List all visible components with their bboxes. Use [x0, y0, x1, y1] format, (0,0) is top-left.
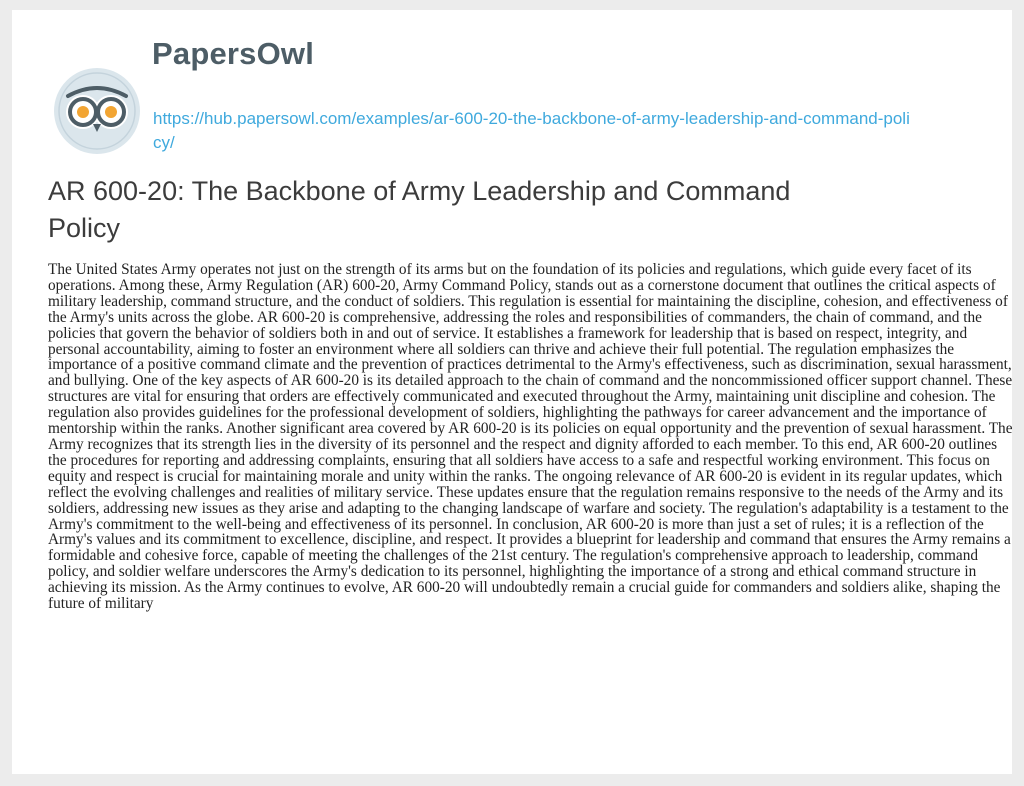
document-header	[12, 10, 1012, 170]
owl-logo-icon	[48, 66, 146, 156]
brand-name: PapersOwl	[152, 36, 315, 71]
article-body: The United States Army operates not just on the strength of its arms but on the foundation of its policies and regulations, which guide every facet of its operations. Among these, Army Regulation (AR) 600-20, Army Command Policy, stands out as a cornerstone document that outlines the critical aspects of military leadership, command structure, and the conduct of soldiers. This regulation is essential for maintaining the discipline, cohesion, and effectiveness of the Army's units across the globe. AR 600-20 is comprehensive, addressing the roles and responsibilities of commanders, the chain of command, and the policies that govern the behavior of soldiers both in and out of service. It establishes a framework for leadership that is based on respect, integrity, and personal accountability, aiming to foster an environment where all soldiers can thrive and achieve their full potential. The regulation emphasizes the importance of a positive command climate and the prevention of practices detrimental to the Army's effectiveness, such as discrimination, sexual harassment, and bullying. One of the key aspects of AR 600-20 is its detailed approach to the chain of command and the noncommissioned officer support channel. These structures are vital for ensuring that orders are effectively communicated and executed throughout the Army, maintaining unit discipline and cohesion. The regulation also provides guidelines for the professional development of soldiers, highlighting the pathways for career advancement and the importance of mentorship within the ranks. Another significant area covered by AR 600-20 is its policies on equal opportunity and the prevention of sexual harassment. The Army recognizes that its strength lies in the diversity of its personnel and the respect and dignity afforded to each member. To this end, AR 600-20 outlines the procedures for reporting and addressing complaints, ensuring that all soldiers have access to a safe and respectful working environment. This focus on equity and respect is crucial for maintaining morale and unity within the ranks. The ongoing relevance of AR 600-20 is evident in its regular updates, which reflect the evolving challenges and realities of military service. These updates ensure that the regulation remains responsive to the needs of the Army and its soldiers, addressing new issues as they arise and adapting to the changing landscape of warfare and society. The regulation's adaptability is a testament to the Army's commitment to the well-being and effectiveness of its personnel. In conclusion, AR 600-20 is more than just a set of rules; it is a reflection of the Army's values and its commitment to excellence, discipline, and respect. It provides a blueprint for leadership and command that ensures the Army remains a formidable and cohesive force, capable of meeting the challenges of the 21st century. The regulation's comprehensive approach to leadership, command policy, and soldier welfare underscores the Army's dedication to its personnel, highlighting the importance of a strong and ethical command structure in achieving its mission. As the Army continues to evolve, AR 600-20 will undoubtedly remain a crucial guide for commanders and soldiers alike, shaping the future of military	[48, 261, 1013, 613]
article-title: AR 600-20: The Backbone of Army Leadership and Command Policy	[48, 176, 791, 243]
document-page	[12, 10, 1012, 774]
source-link[interactable]: https://hub.papersowl.com/examples/ar-600-20-the-backbone-of-army-leadership-and-command-policy/	[153, 109, 910, 152]
